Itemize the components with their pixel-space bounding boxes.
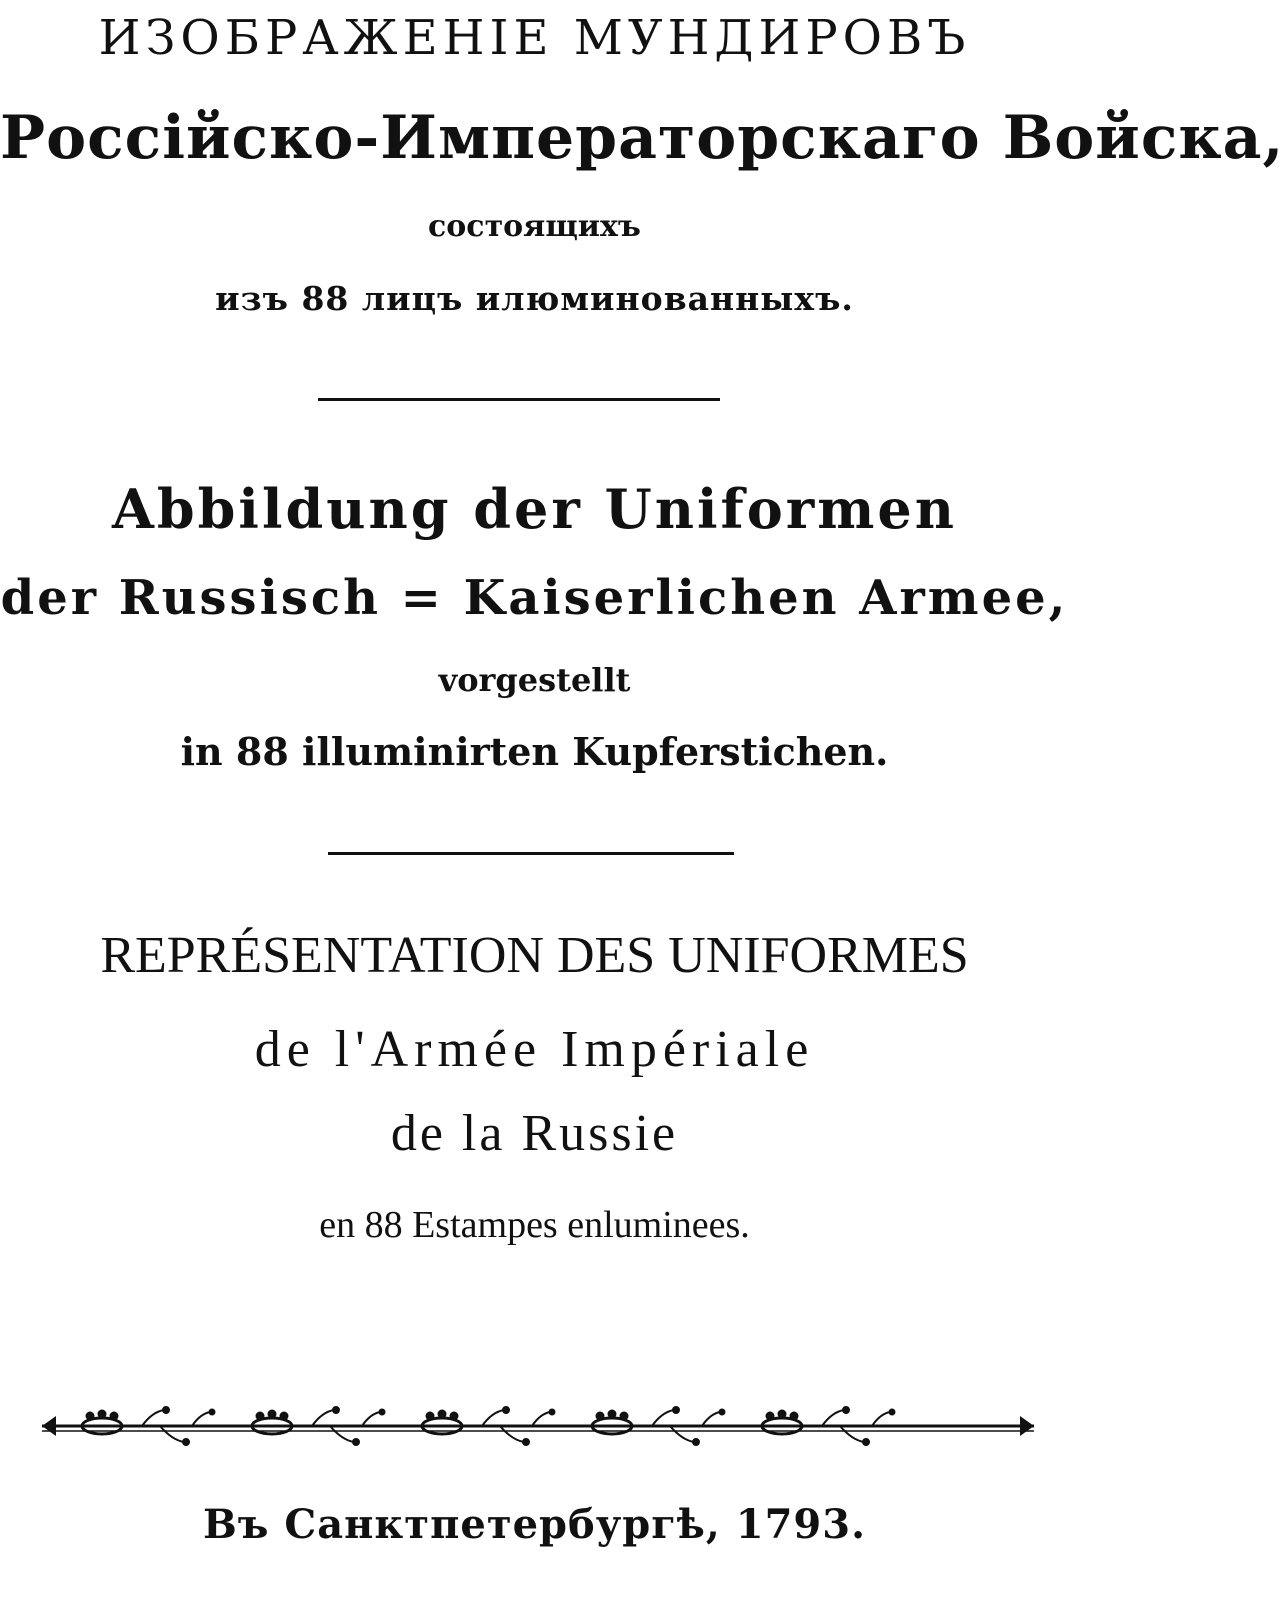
german-subtitle-line-1: vorgestellt (438, 661, 631, 699)
german-subtitle-line-2: in 88 illuminirten Kupferstichen. (180, 729, 889, 774)
french-subtitle-line-1: en 88 Estampes enluminees. (319, 1204, 750, 1246)
french-title-line-1: REPRÉSENTATION DES UNIFORMES (100, 927, 969, 984)
german-title-line-2: der Russisch = Kaiserlichen Armee, (0, 570, 1069, 626)
russian-title-line-1: ИЗОБРАЖЕНІЕ МУНДИРОВЪ (98, 10, 971, 66)
russian-subtitle-line-1: состоящихъ (428, 209, 641, 244)
divider-rule-1 (318, 398, 720, 401)
russian-title-line-2: Россійско-Императорскаго Войска, (0, 103, 1284, 173)
german-title-line-1: Abbildung der Uniformen (112, 477, 957, 541)
divider-rule-2 (328, 852, 734, 855)
ornamental-vine-border (42, 1402, 1034, 1452)
russian-subtitle-line-2: изъ 88 лицъ илюминованныхъ. (215, 279, 854, 318)
imprint-line: Въ Санктпетербургѣ, 1793. (202, 1501, 867, 1548)
french-title-line-2: de l'Armée Impériale (254, 1021, 815, 1078)
french-title-line-3: de la Russie (390, 1105, 679, 1162)
